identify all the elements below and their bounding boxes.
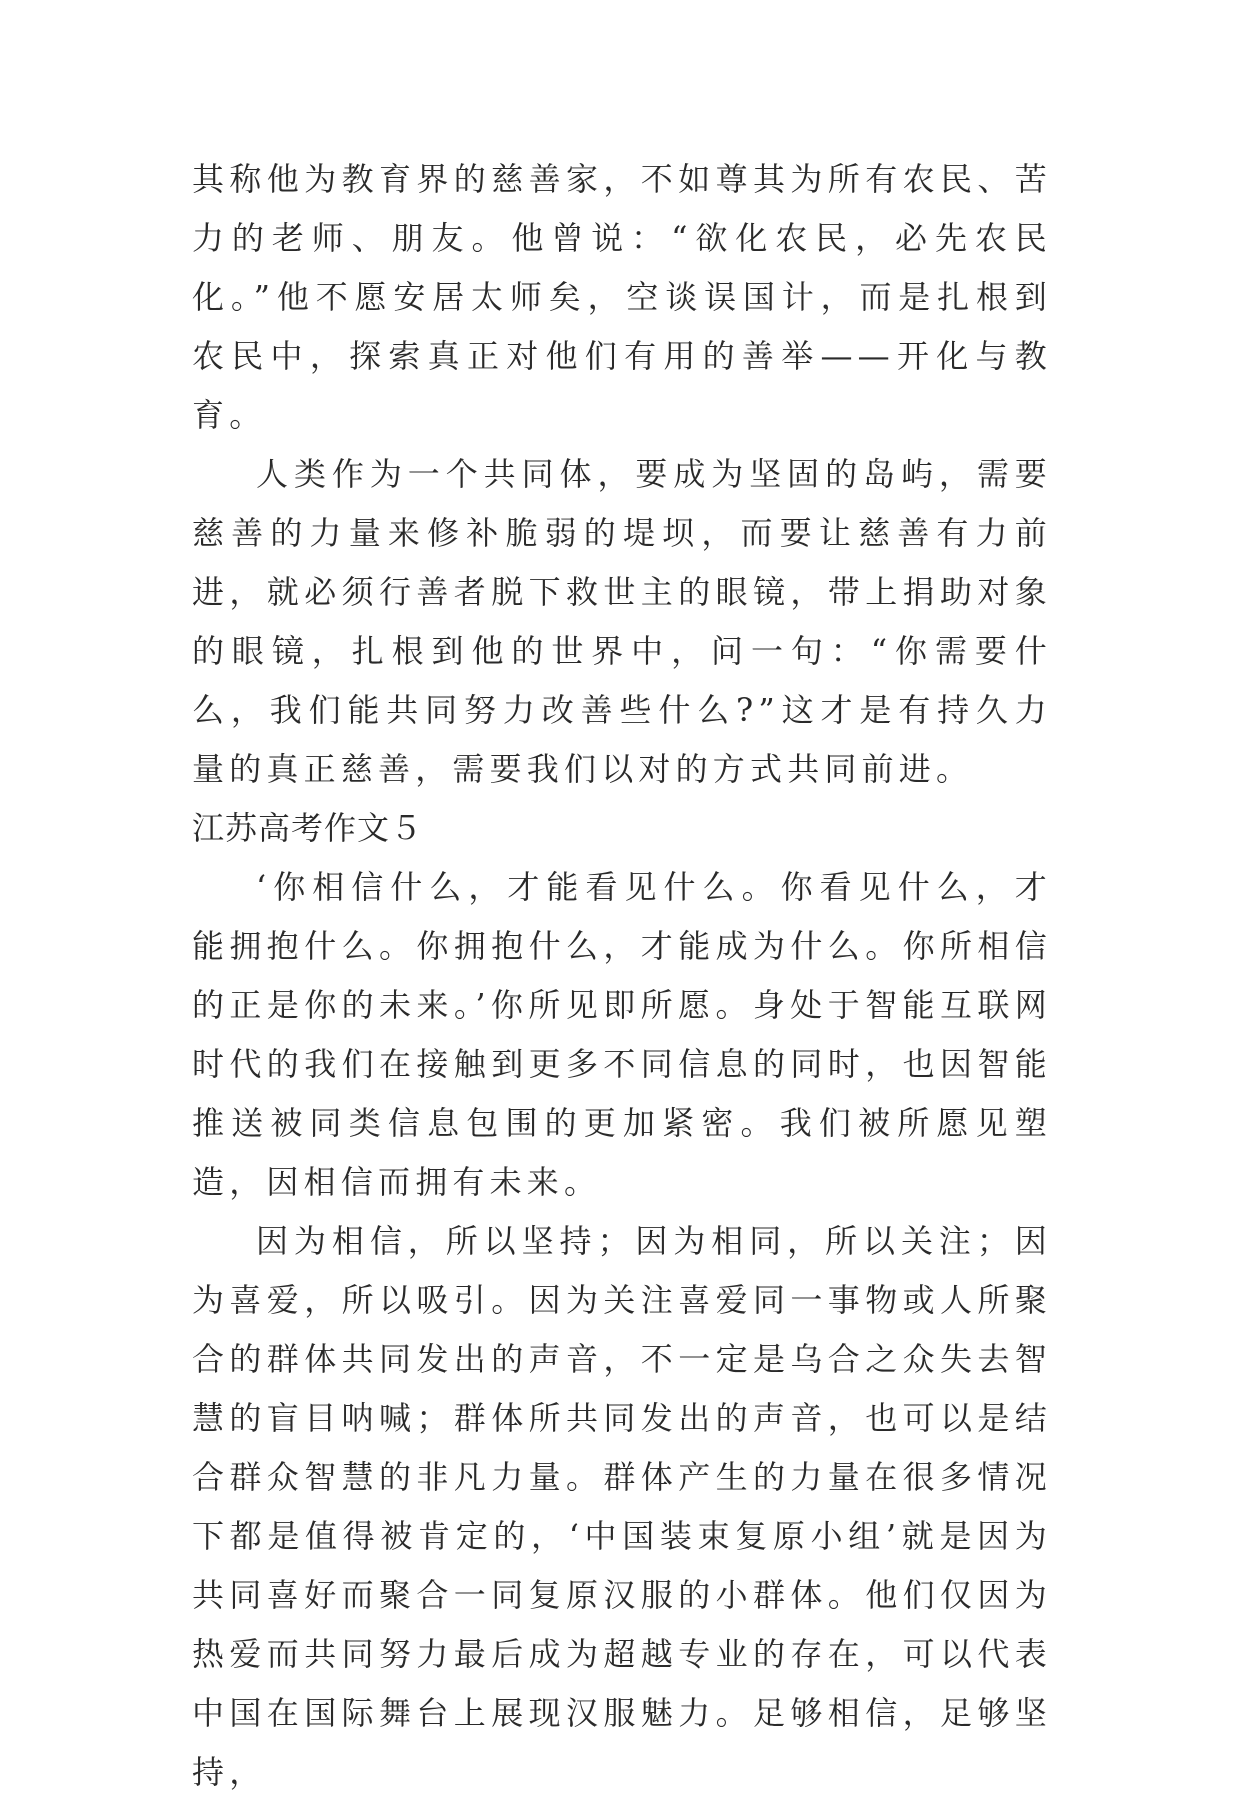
paragraph-1: 其称他为教育界的慈善家，不如尊其为所有农民、苦力的老师、朋友。他曾说：“欲化农民，必先农民化。”他不愿安居太师矣，空谈误国计，而是扎根到农民中，探索真正对他们有用的善举——开化与教育。 [192,160,1052,434]
paragraph-4: 因为相信，所以坚持；因为相同，所以关注；因为喜爱，所以吸引。因为关注喜爱同一事物或人所聚合的群体共同发出的声音，不一定是乌合之众失去智慧的盲目呐喊；群体所共同发出的声音，也可以是结合群众智慧的非凡力量。群体产生的力量在很多情况下都是值得被肯定的，‘中国装束复原小组’就是因为共同喜好而聚合一同复原汉服的小群体。他们仅因为热爱而共同努力最后成为超越专业的存在，可以代表中国在国际舞台上展现汉服魅力。足够相信，足够坚持， [192,1222,1052,1791]
paragraph-3: ‘你相信什么，才能看见什么。你看见什么，才能拥抱什么。你拥抱什么，才能成为什么。你所相信的正是你的未来。’你所见即所愿。身处于智能互联网时代的我们在接触到更多不同信息的同时，也因智能推送被同类信息包围的更加紧密。我们被所愿见塑造，因相信而拥有未来。 [192,868,1052,1201]
paragraph-2: 人类作为一个共同体，要成为坚固的岛屿，需要慈善的力量来修补脆弱的堤坝，而要让慈善有力前进，就必须行善者脱下救世主的眼镜，带上捐助对象的眼镜，扎根到他的世界中，问一句：“你需要什么，我们能共同努力改善些什么?”这才是有持久力量的真正慈善，需要我们以对的方式共同前进。 [192,455,1052,788]
document-body [192,150,1052,1802]
section-heading: 江苏高考作文５ [192,809,424,847]
